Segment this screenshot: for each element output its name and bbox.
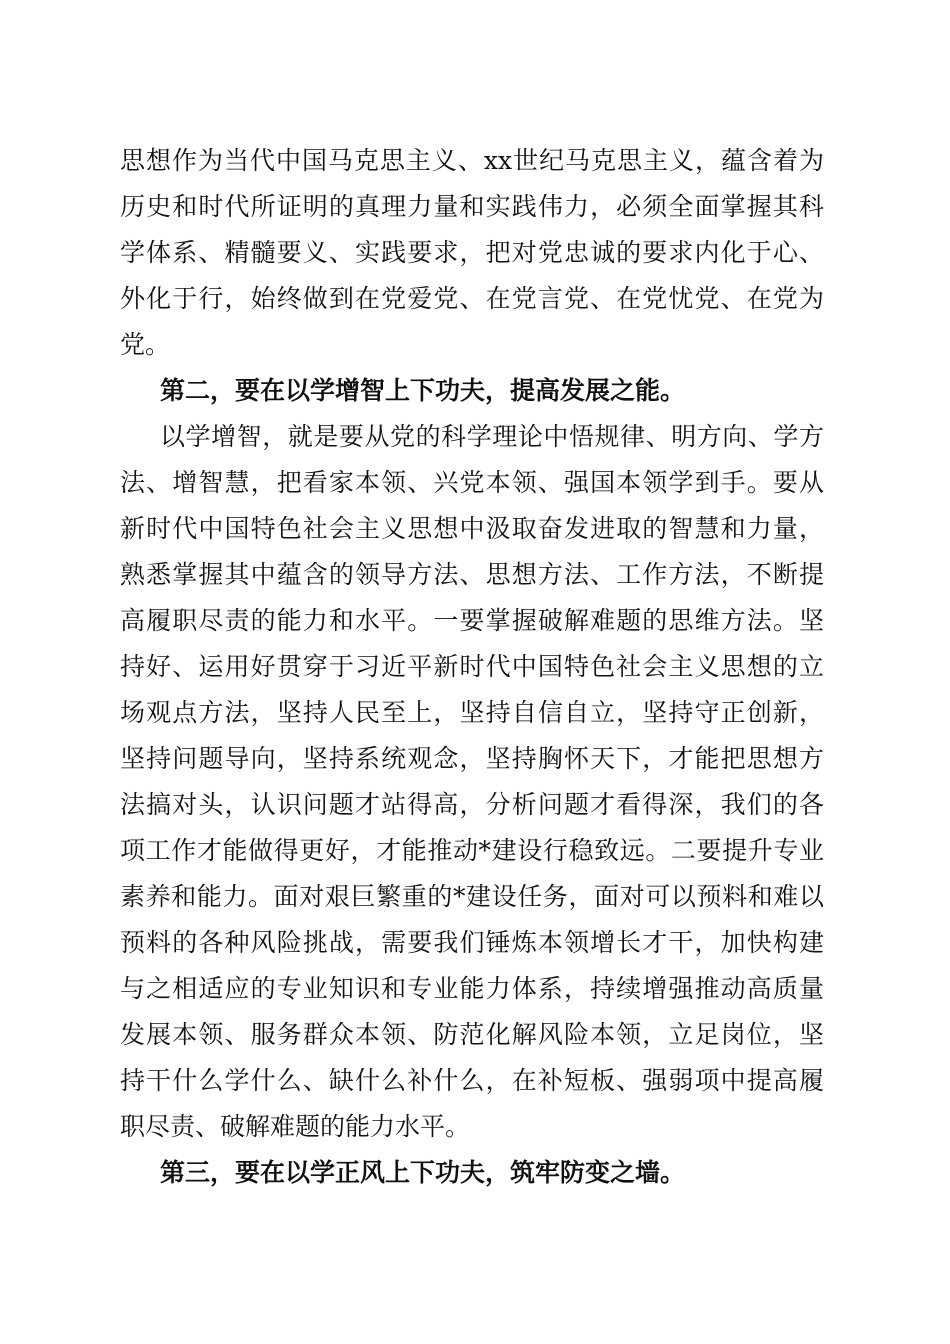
paragraph-2-line-10: 项工作才能做得更好，才能推动*建设行稳致远。二要提升专业 [120, 836, 824, 865]
paragraph-2-line-2: 法、增智慧，把看家本领、兴党本领、强国本领学到手。要从 [120, 468, 824, 497]
paragraph-2-line-6: 持好、运用好贯穿于习近平新时代中国特色社会主义思想的立 [120, 652, 824, 681]
paragraph-1-line-1: 思想作为当代中国马克思主义、xx世纪马克思主义，蕴含着为 [120, 146, 824, 175]
paragraph-2-line-16: 职尽责、破解难题的能力水平。 [120, 1112, 471, 1141]
paragraph-2-line-7: 场观点方法，坚持人民至上，坚持自信自立，坚持守正创新， [120, 698, 824, 727]
paragraph-2-line-12: 预料的各种风险挑战，需要我们锤炼本领增长才干，加快构建 [120, 928, 824, 957]
paragraph-2-line-9: 法搞对头，认识问题才站得高，分析问题才看得深，我们的各 [120, 790, 824, 819]
paragraph-1-line-3: 学体系、精髓要义、实践要求，把对党忠诚的要求内化于心、 [120, 238, 824, 267]
section-heading-3: 第三，要在以学正风上下功夫，筑牢防变之墙。 [160, 1158, 686, 1187]
paragraph-2-line-11: 素养和能力。面对艰巨繁重的*建设任务，面对可以预料和难以 [120, 882, 824, 911]
paragraph-2-line-4: 熟悉掌握其中蕴含的领导方法、思想方法、工作方法，不断提 [120, 560, 824, 589]
paragraph-2-line-13: 与之相适应的专业知识和专业能力体系，持续增强推动高质量 [120, 974, 824, 1003]
paragraph-1-line-5: 党。 [120, 330, 171, 359]
paragraph-2-line-8: 坚持问题导向，坚持系统观念，坚持胸怀天下，才能把思想方 [120, 744, 824, 773]
section-heading-2: 第二，要在以学增智上下功夫，提高发展之能。 [160, 376, 686, 405]
paragraph-2-line-5: 高履职尽责的能力和水平。一要掌握破解难题的思维方法。坚 [120, 606, 824, 635]
paragraph-2-line-3: 新时代中国特色社会主义思想中汲取奋发进取的智慧和力量， [120, 514, 824, 543]
paragraph-1-line-4: 外化于行，始终做到在党爱党、在党言党、在党忧党、在党为 [120, 284, 824, 313]
paragraph-1-line-2: 历史和时代所证明的真理力量和实践伟力，必须全面掌握其科 [120, 192, 824, 221]
paragraph-2-line-14: 发展本领、服务群众本领、防范化解风险本领，立足岗位，坚 [120, 1020, 824, 1049]
paragraph-2-line-15: 持干什么学什么、缺什么补什么，在补短板、强弱项中提高履 [120, 1066, 824, 1095]
paragraph-2-line-1: 以学增智，就是要从党的科学理论中悟规律、明方向、学方 [160, 422, 824, 451]
